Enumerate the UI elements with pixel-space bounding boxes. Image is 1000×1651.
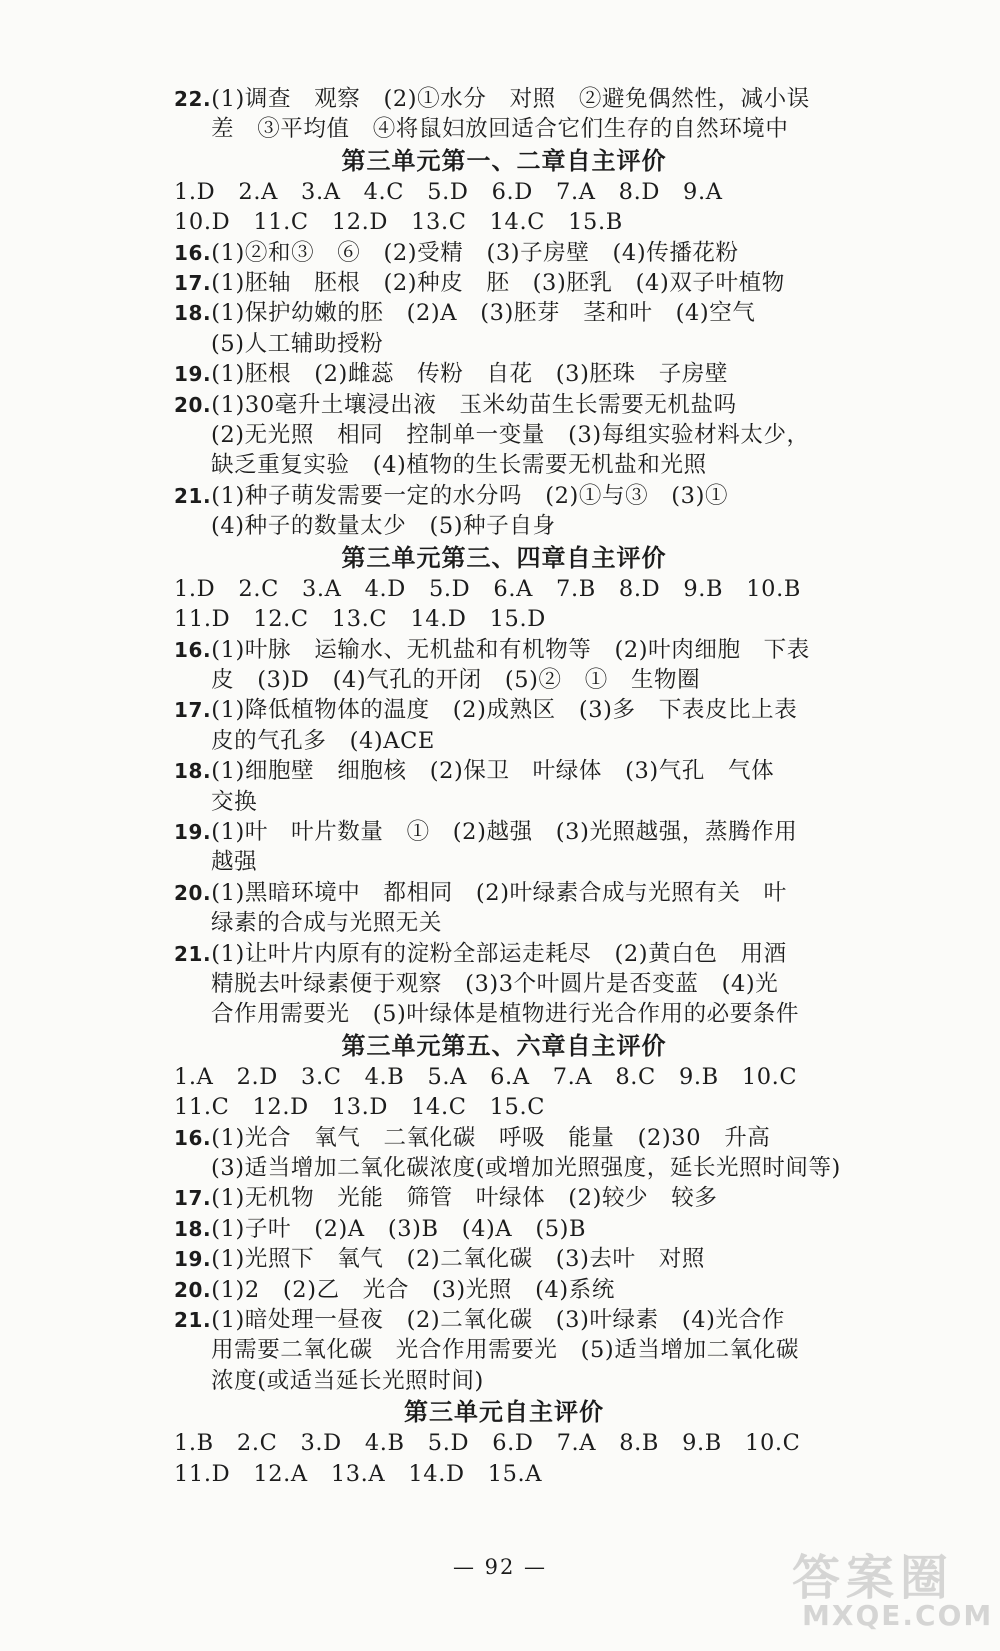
answer-line: [174, 695, 834, 725]
question-number: 17.: [174, 698, 212, 723]
answer-line: [174, 1214, 834, 1244]
answer-text: (1)2 (2)乙 光合 (3)光照 (4)系统: [211, 1276, 615, 1303]
answer-line: [174, 207, 834, 237]
answer-text: (1)叶 叶片数量 ① (2)越强 (3)光照越强，蒸腾作用: [211, 818, 798, 845]
answer-line: [174, 298, 834, 328]
answer-line: [174, 1183, 834, 1213]
question-number: 17.: [174, 1186, 212, 1211]
question-number: 22.: [174, 87, 212, 111]
answer-line-continued: [174, 847, 834, 877]
answer-line: [174, 1123, 834, 1153]
answer-text: 越强: [211, 849, 258, 876]
answer-text: (1)子叶 (2)A (3)B (4)A (5)B: [211, 1215, 587, 1242]
answer-line-continued: [174, 1153, 841, 1183]
answer-text: (1)黑暗环境中 都相同 (2)叶绿素合成与光照有关 叶: [211, 879, 787, 906]
answer-text: (1)让叶片内原有的淀粉全部运走耗尽 (2)黄白色 用酒: [211, 940, 787, 967]
question-number: 20.: [174, 1277, 212, 1302]
answer-line: [174, 878, 834, 908]
answer-text: (1)30毫升土壤浸出液 玉米幼苗生长需要无机盐吗: [211, 391, 737, 418]
question-number: 21.: [174, 1308, 212, 1333]
answer-text: 皮的气孔多 (4)ACE: [211, 727, 435, 754]
answer-line: [174, 817, 834, 847]
answer-line: [174, 1092, 834, 1122]
answer-line-continued: [174, 511, 834, 541]
answer-text: 11.D 12.A 13.A 14.D 15.A: [174, 1460, 543, 1487]
answer-line: [174, 238, 834, 268]
answer-line-continued: [174, 1335, 834, 1365]
question-number: 19.: [174, 1247, 212, 1272]
answer-text: (3)适当增加二氧化碳浓度(或增加光照强度，延长光照时间等): [211, 1155, 841, 1181]
question-number: 21.: [174, 941, 212, 966]
answer-text: (1)光照下 氧气 (2)二氧化碳 (3)去叶 对照: [211, 1246, 705, 1273]
answer-text: 1.D 2.C 3.A 4.D 5.D 6.A 7.B 8.D 9.B 10.B: [174, 575, 801, 602]
answer-line-continued: [174, 665, 834, 695]
answer-line: [174, 390, 834, 420]
answer-text: (1)降低植物体的温度 (2)成熟区 (3)多 下表皮比上表: [211, 697, 798, 724]
page-number: — 92 —: [452, 1555, 548, 1579]
question-number: 16.: [174, 637, 212, 662]
question-number: 21.: [174, 483, 212, 508]
answer-text: (1)无机物 光能 筛管 叶绿体 (2)较少 较多: [211, 1185, 718, 1212]
question-number: 18.: [174, 1216, 212, 1241]
answer-line-continued: [174, 1366, 834, 1396]
answer-line: [174, 1459, 834, 1489]
answer-line-continued: [174, 908, 834, 938]
watermark-logo-text: 答案圈: [792, 1550, 955, 1606]
answer-line: [174, 604, 834, 634]
answer-text: (1)叶脉 运输水、无机盐和有机物等 (2)叶肉细胞 下表: [211, 636, 810, 663]
section-heading: 第三单元第三、四章自主评价: [341, 543, 667, 572]
answer-text: (5)人工辅助授粉: [211, 330, 384, 357]
site-watermark: [772, 1539, 994, 1639]
answer-text: 差 ③平均值 ④将鼠妇放回适合它们生存的自然环境中: [211, 116, 789, 143]
watermark-url: MXQE.COM: [802, 1599, 994, 1632]
answer-text: 绿素的合成与光照无关: [211, 910, 443, 937]
answer-text: (1)胚轴 胚根 (2)种皮 胚 (3)胚乳 (4)双子叶植物: [211, 270, 785, 297]
answer-line: [174, 177, 834, 207]
answer-line-continued: [174, 726, 834, 756]
question-number: 18.: [174, 301, 212, 326]
section-heading: 第三单元第五、六章自主评价: [341, 1031, 667, 1060]
answer-text: 交换: [211, 788, 258, 815]
answer-text: 11.C 12.D 13.D 14.C 15.C: [174, 1094, 546, 1121]
answer-line: [174, 756, 834, 786]
answer-text: (1)光合 氧气 二氧化碳 呼吸 能量 (2)30 升高: [211, 1124, 771, 1151]
answer-text: (1)种子萌发需要一定的水分吗 (2)①与③ (3)①: [211, 482, 729, 509]
answer-line-continued: [174, 999, 834, 1029]
answer-line-continued: [174, 329, 834, 359]
answer-text: 11.D 12.C 13.C 14.D 15.D: [174, 606, 546, 633]
question-number: 16.: [174, 1125, 212, 1150]
question-number: 17.: [174, 271, 212, 296]
answer-line: [174, 1275, 834, 1305]
answer-text: 皮 (3)D (4)气孔的开闭 (5)② ① 生物圈: [211, 666, 701, 693]
answer-text: 缺乏重复实验 (4)植物的生长需要无机盐和光照: [211, 452, 707, 479]
answer-line: [174, 84, 834, 114]
question-number: 20.: [174, 880, 212, 905]
answer-text: 1.A 2.D 3.C 4.B 5.A 6.A 7.A 8.C 9.B 10.C: [174, 1063, 798, 1090]
answer-page: [174, 84, 841, 1489]
answer-text: 1.B 2.C 3.D 4.B 5.D 6.D 7.A 8.B 9.B 10.C: [174, 1430, 801, 1457]
section-heading: 第三单元自主评价: [404, 1398, 604, 1427]
answer-text: 用需要二氧化碳 光合作用需要光 (5)适当增加二氧化碳: [211, 1337, 800, 1364]
answer-text: (1)②和③ ⑥ (2)受精 (3)子房壁 (4)传播花粉: [211, 239, 739, 266]
answer-line-continued: [174, 114, 834, 144]
answer-line-continued: [174, 450, 834, 480]
answer-text: 10.D 11.C 12.D 13.C 14.C 15.B: [174, 209, 623, 236]
answer-text: (4)种子的数量太少 (5)种子自身: [211, 513, 556, 540]
answer-line: [174, 481, 834, 511]
question-number: 19.: [174, 819, 212, 844]
answer-text: 1.D 2.A 3.A 4.C 5.D 6.D 7.A 8.D 9.A: [174, 178, 723, 205]
answer-line: [174, 1062, 834, 1092]
answer-text: (2)无光照 相同 控制单一变量 (3)每组实验材料太少，: [211, 422, 810, 449]
answer-text: (1)胚根 (2)雌蕊 传粉 自花 (3)胚珠 子房壁: [211, 361, 729, 388]
question-number: 20.: [174, 392, 212, 417]
answer-line-continued: [174, 420, 834, 450]
answer-line: [174, 1244, 834, 1274]
question-number: 16.: [174, 240, 212, 265]
answer-text: 浓度(或适当延长光照时间): [211, 1367, 484, 1394]
answer-line-continued: [174, 969, 834, 999]
answer-line: [174, 1428, 834, 1458]
answer-line: [174, 574, 834, 604]
answer-text: 精脱去叶绿素便于观察 (3)3个叶圆片是否变蓝 (4)光: [211, 970, 779, 997]
answer-line: [174, 1305, 834, 1335]
answer-line: [174, 359, 834, 389]
answer-line: [174, 635, 834, 665]
section-heading: 第三单元第一、二章自主评价: [341, 146, 667, 175]
answer-text: (1)细胞壁 细胞核 (2)保卫 叶绿体 (3)气孔 气体: [211, 758, 775, 785]
answer-text: 合作用需要光 (5)叶绿体是植物进行光合作用的必要条件: [211, 1001, 800, 1028]
answer-text: (1)保护幼嫩的胚 (2)A (3)胚芽 茎和叶 (4)空气: [211, 300, 756, 327]
answer-text: (1)暗处理一昼夜 (2)二氧化碳 (3)叶绿素 (4)光合作: [211, 1307, 785, 1334]
question-number: 18.: [174, 759, 212, 784]
answer-line: [174, 939, 834, 969]
answer-line-continued: [174, 787, 834, 817]
answer-line: [174, 268, 834, 298]
question-number: 19.: [174, 362, 212, 387]
answer-text: (1)调查 观察 (2)①水分 对照 ②避免偶然性，减小误: [211, 86, 810, 112]
